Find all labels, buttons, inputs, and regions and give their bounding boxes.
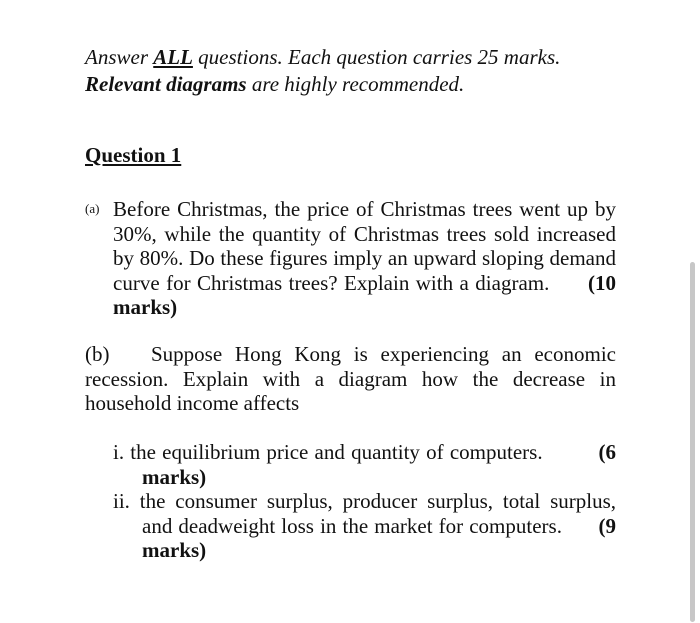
- part-a-marks: (10 marks): [113, 270, 616, 319]
- instructions-text-1: Answer: [85, 45, 154, 69]
- part-b: [85, 342, 616, 416]
- instructions-all: ALL: [153, 45, 193, 69]
- instructions-text-3: are highly recommended.: [246, 72, 465, 96]
- part-b-item-2: [113, 489, 616, 563]
- part-b-item-1-marks: (6 marks): [142, 440, 617, 489]
- instructions-relevant-diagrams: Relevant diagrams: [85, 72, 247, 96]
- part-b-item-1: [113, 440, 616, 489]
- part-b-item-2-text: ii. the consumer surplus, producer surplus, total surplus, and deadweight loss in the market for computers.: [113, 489, 616, 538]
- part-b-text: Suppose Hong Kong is experiencing an economic recession. Explain with a diagram how the decrease in household income affects: [85, 342, 616, 415]
- part-a: [85, 194, 616, 320]
- vertical-scrollbar[interactable]: [690, 262, 695, 622]
- part-b-marker: (b): [85, 342, 110, 366]
- instructions-text-2: questions. Each question carries 25 marks.: [192, 45, 561, 69]
- part-a-marker: (a): [85, 201, 100, 216]
- question-title: Question 1: [85, 143, 182, 167]
- part-a-text: Before Christmas, the price of Christmas trees went up by 30%, while the quantity of Christmas trees sold increased by 80%. Do these figures imply an upward sloping demand curve for Christmas trees? Explain with a diagram.: [113, 197, 616, 295]
- part-b-item-1-text: i. the equilibrium price and quantity of computers.: [113, 440, 543, 464]
- part-b-item-2-marks: (9 marks): [142, 513, 617, 562]
- instructions: [85, 44, 616, 98]
